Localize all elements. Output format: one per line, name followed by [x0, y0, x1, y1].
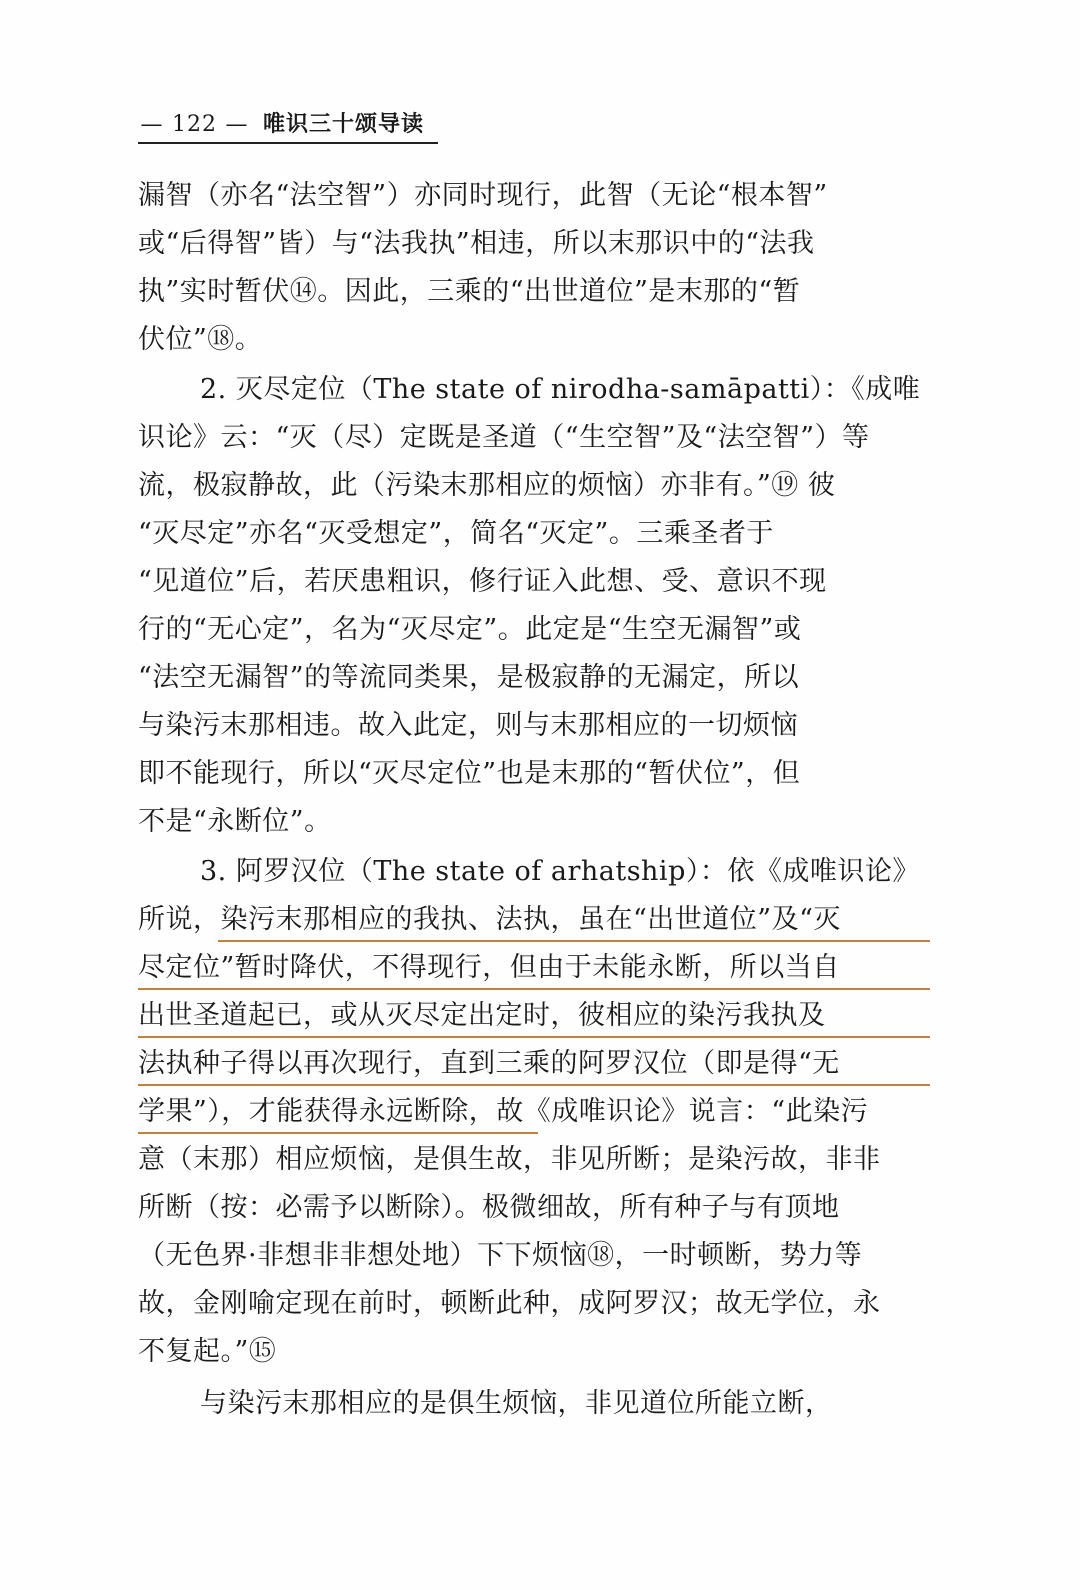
book-title: 唯识三十颂导读: [263, 111, 425, 137]
text-line: 与染污末那相应的是俱生烦恼，非见道位所能立断，: [200, 1388, 833, 1419]
text-line: 即不能现行，所以“灭尽定位”也是末那的“暂伏位”，但: [138, 758, 801, 789]
text-line: 或“后得智”皆）与“法我执”相违，所以末那识中的“法我: [138, 228, 815, 259]
section-heading-line: 2. 灭尽定位（The state of nirodha-samāpatti）：《成唯: [200, 374, 921, 405]
text-line: 所断（按：必需予以断除）。极微细故，所有种子与有顶地: [138, 1192, 840, 1223]
section-heading-line: 3. 阿罗汉位（The state of arhatship）：依《成唯识论》: [200, 856, 920, 887]
text-line: “法空无漏智”的等流同类果，是极寂静的无漏定，所以: [138, 662, 800, 693]
text-line: 与染污末那相违。故入此定，则与末那相应的一切烦恼: [138, 710, 798, 741]
text-line: 执”实时暂伏⑭。因此，三乘的“出世道位”是末那的“暂: [138, 276, 801, 307]
text-line: 伏位”⑱。: [138, 324, 263, 355]
text-line: （无色界·非想非非想处地）下下烦恼⑱，一时顿断，势力等: [138, 1240, 863, 1271]
text-line: 意（末那）相应烦恼，是俱生故，非见所断；是染污故，非非: [138, 1144, 881, 1175]
text-line: “灭尽定”亦名“灭受想定”，简名“灭定”。三乘圣者于: [138, 518, 774, 549]
text-line: 漏智（亦名“法空智”）亦同时现行，此智（无论“根本智”: [138, 180, 828, 211]
text-line: 流，极寂静故，此（污染末那相应的烦恼）亦非有。”⑲ 彼: [138, 470, 836, 501]
highlighted-text-line: 出世圣道起已，或从灭尽定出定时，彼相应的染污我执及: [138, 992, 930, 1040]
text-line: “见道位”后，若厌患粗识，修行证入此想、受、意识不现: [138, 566, 827, 597]
text-line: 不复起。”⑮: [138, 1336, 277, 1367]
highlighted-text-line: 法执种子得以再次现行，直到三乘的阿罗汉位（即是得“无: [138, 1040, 930, 1088]
running-header: [138, 106, 438, 144]
header-dash-right: —: [225, 112, 249, 137]
highlighted-text-line: 尽定位”暂时降伏，不得现行，但由于未能永断，所以当自: [138, 944, 930, 992]
text-line: 不是“永断位”。: [138, 806, 332, 837]
text-line: 识论》云：“灭（尽）定既是圣道（“生空智”及“法空智”）等: [138, 422, 870, 453]
highlighted-text-line: 所说，染污末那相应的我执、法执，虽在“出世道位”及“灭: [138, 896, 930, 944]
highlighted-text-line: 学果”），才能获得永远断除，故《成唯识论》说言：“此染污: [138, 1088, 930, 1136]
text-line: 行的“无心定”，名为“灭尽定”。此定是“生空无漏智”或: [138, 614, 802, 645]
page-number: 122: [172, 112, 217, 137]
header-dash-left: —: [140, 112, 164, 137]
text-line: 故，金刚喻定现在前时，顿断此种，成阿罗汉；故无学位，永: [138, 1288, 881, 1319]
